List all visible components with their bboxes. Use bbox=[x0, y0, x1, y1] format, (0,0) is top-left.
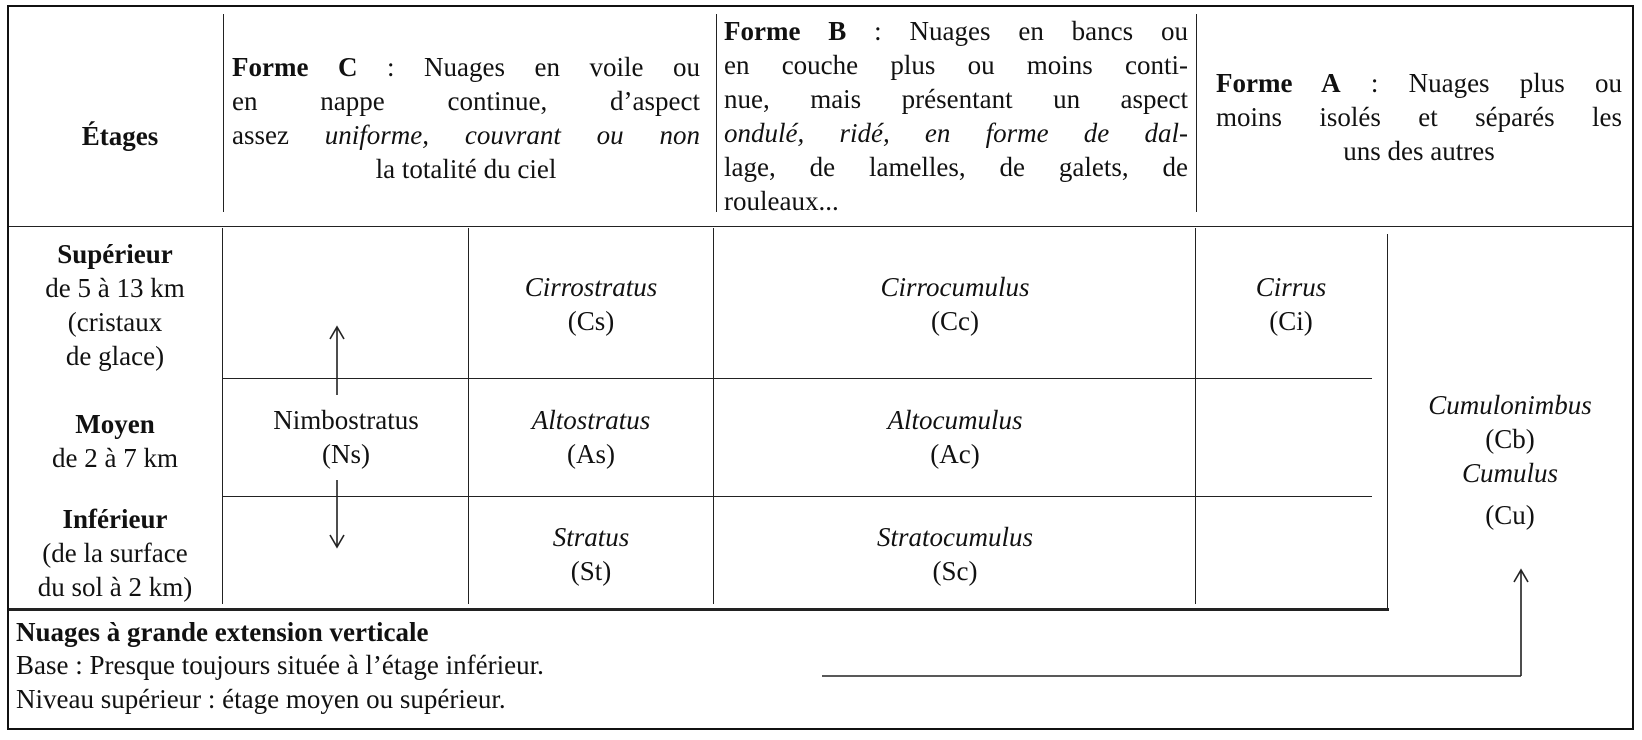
forme-c-line1 bbox=[232, 50, 700, 84]
altocumulus-abbr: (Ac) bbox=[930, 439, 980, 469]
nimbostratus-abbr: (Ns) bbox=[322, 439, 370, 469]
stratus-abbr: (St) bbox=[570, 556, 612, 586]
header-etages: Étages bbox=[81, 121, 159, 151]
forme-c-text3b: uniforme, couvrant ou non bbox=[324, 120, 700, 150]
forme-b-line6: rouleaux... bbox=[724, 186, 839, 216]
forme-a-line3: uns des autres bbox=[1343, 136, 1495, 166]
forme-a-text1: : Nuages plus ou bbox=[1340, 68, 1622, 98]
altostratus-abbr: (As) bbox=[567, 439, 615, 469]
header-forme-c bbox=[232, 50, 700, 186]
forme-b-line1 bbox=[724, 14, 1188, 48]
forme-c-text3a: assez bbox=[232, 120, 325, 150]
altocumulus-name: Altocumulus bbox=[887, 405, 1023, 435]
forme-c-text1: : Nuages en voile ou bbox=[357, 52, 700, 82]
cumulonimbus-name: Cumulonimbus bbox=[1428, 390, 1592, 420]
cell-cumulonimbus-cumulus bbox=[1390, 388, 1630, 532]
level-moyen-range: de 2 à 7 km bbox=[52, 443, 178, 473]
level-moyen-name: Moyen bbox=[75, 409, 155, 439]
cell-altostratus bbox=[470, 403, 712, 471]
forme-b-line4 bbox=[724, 116, 1188, 150]
level-superieur-name: Supérieur bbox=[57, 239, 173, 269]
level-inferieur-note2: du sol à 2 km) bbox=[37, 572, 193, 602]
footer-base: Base : Presque toujours située à l’étage inférieur. bbox=[16, 650, 544, 680]
footer-title: Nuages à grande extension verticale bbox=[16, 617, 429, 647]
cirrus-abbr: (Ci) bbox=[1269, 306, 1313, 336]
level-superieur-range: de 5 à 13 km bbox=[45, 273, 185, 303]
forme-b-line5: lage, de lamelles, de galets, de bbox=[724, 152, 1188, 182]
forme-c-line3 bbox=[232, 118, 700, 152]
forme-c-title: Forme C bbox=[232, 52, 358, 82]
stratocumulus-abbr: (Sc) bbox=[932, 556, 978, 586]
cumulus-abbr: (Cu) bbox=[1485, 500, 1535, 530]
level-superieur bbox=[12, 237, 218, 373]
level-superieur-note1: (cristaux bbox=[67, 307, 163, 337]
forme-b-text1: : Nuages en bancs ou bbox=[846, 16, 1188, 46]
header-forme-b bbox=[724, 14, 1188, 218]
cumulonimbus-abbr: (Cb) bbox=[1485, 424, 1535, 454]
cirrostratus-abbr: (Cs) bbox=[567, 306, 615, 336]
forme-b-line2: en couche plus ou moins conti- bbox=[724, 50, 1188, 80]
level-superieur-note2: de glace) bbox=[65, 341, 165, 371]
altostratus-name: Altostratus bbox=[531, 405, 651, 435]
cirrocumulus-abbr: (Cc) bbox=[931, 306, 979, 336]
forme-c-line2: en nappe continue, d’aspect bbox=[232, 86, 700, 116]
level-inferieur-name: Inférieur bbox=[62, 504, 168, 534]
cirrocumulus-name: Cirrocumulus bbox=[880, 272, 1030, 302]
cell-cirrocumulus bbox=[716, 270, 1194, 338]
forme-c-line4: la totalité du ciel bbox=[375, 154, 557, 184]
stratus-name: Stratus bbox=[552, 522, 630, 552]
cell-stratocumulus bbox=[716, 520, 1194, 588]
forme-b-text4b: en forme de dal- bbox=[924, 118, 1188, 148]
cell-nimbostratus bbox=[226, 403, 466, 471]
level-inferieur bbox=[12, 502, 218, 604]
forme-a-line1 bbox=[1216, 66, 1622, 100]
forme-a-line2: moins isolés et séparés les bbox=[1216, 102, 1622, 132]
level-moyen bbox=[12, 407, 218, 475]
cirrus-name: Cirrus bbox=[1255, 272, 1327, 302]
forme-a-title: Forme A bbox=[1216, 68, 1341, 98]
cumulus-name: Cumulus bbox=[1461, 458, 1559, 488]
nimbostratus-name: Nimbostratus bbox=[273, 405, 419, 435]
footer-niveau: Niveau supérieur : étage moyen ou supérieur. bbox=[16, 684, 506, 714]
cell-stratus bbox=[470, 520, 712, 588]
forme-b-text4a: ondulé, ridé, bbox=[724, 118, 925, 148]
forme-b-title: Forme B bbox=[724, 16, 847, 46]
cell-altocumulus bbox=[716, 403, 1194, 471]
forme-b-line3: nue, mais présentant un aspect bbox=[724, 84, 1188, 114]
header-forme-a bbox=[1216, 66, 1622, 168]
cirrostratus-name: Cirrostratus bbox=[524, 272, 658, 302]
cell-cirrostratus bbox=[470, 270, 712, 338]
level-inferieur-note1: (de la surface bbox=[42, 538, 188, 568]
cell-cirrus bbox=[1198, 270, 1384, 338]
footer-vertical-extension bbox=[16, 616, 816, 716]
stratocumulus-name: Stratocumulus bbox=[876, 522, 1033, 552]
